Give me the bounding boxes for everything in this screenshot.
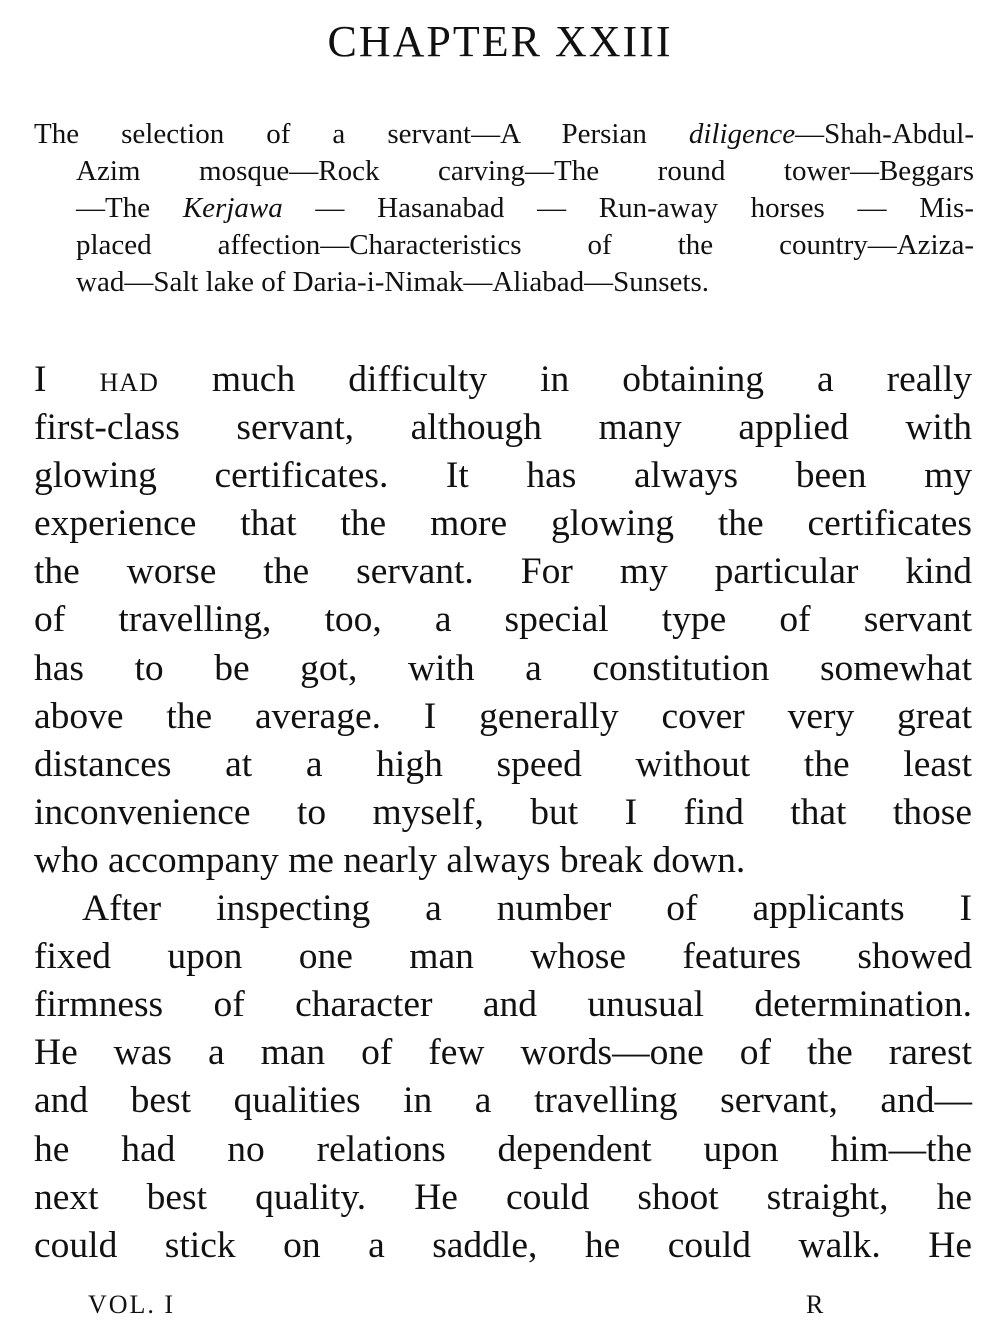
body-line: experience that the more glowing the certificates: [34, 503, 972, 545]
body-line: first-class servant, although many applied with: [34, 407, 972, 449]
body-line: He was a man of few words—one of the rarest: [34, 1032, 972, 1074]
body-line: the worse the servant. For my particular kind: [34, 551, 972, 593]
italic-term: diligence: [688, 118, 796, 150]
opening-smallcaps: had: [99, 359, 159, 400]
chapter-title: CHAPTER XXIII: [327, 17, 673, 66]
body-text: [34, 356, 972, 1270]
volume-marker: VOL. I: [88, 1290, 176, 1319]
body-line: fixed upon one man whose features showed: [34, 936, 972, 978]
summary-line: wad—Salt lake of Daria-i-Nimak—Aliabad—Sunsets.: [76, 266, 710, 298]
page-footer: [0, 1284, 1000, 1324]
summary-line: The selection of a servant—A Persian diligence—Shah-Abdul-: [34, 118, 974, 150]
body-line: glowing certificates. It has always been my: [34, 455, 972, 497]
body-line: and best qualities in a travelling servant, and—: [34, 1080, 972, 1122]
body-line: could stick on a saddle, he could walk. He: [34, 1224, 972, 1266]
body-line: inconvenience to myself, but I find that those: [34, 791, 972, 833]
body-line: distances at a high speed without the least: [34, 743, 972, 785]
body-line: who accompany me nearly always break down.: [34, 839, 746, 881]
body-line: firmness of character and unusual determination.: [34, 984, 972, 1026]
summary-line: Azim mosque—Rock carving—The round tower—Beggars: [76, 155, 974, 187]
summary-line: —The Kerjawa — Hasanabad — Run-away horses — Mis-: [76, 192, 974, 224]
body-line: next best quality. He could shoot straight, he: [34, 1176, 972, 1218]
summary-line: placed affection—Characteristics of the country—Aziza-: [76, 229, 974, 261]
chapter-summary: [34, 116, 974, 301]
body-line: After inspecting a number of applicants I: [82, 888, 972, 930]
body-line: above the average. I generally cover very great: [34, 695, 972, 737]
opening-initial: I: [34, 359, 100, 400]
body-line: has to be got, with a constitution somewhat: [34, 647, 972, 689]
signature-mark: R: [806, 1290, 824, 1319]
body-line: I had much difficulty in obtaining a really: [34, 359, 972, 400]
body-line: of travelling, too, a special type of servant: [34, 599, 972, 641]
body-line: he had no relations dependent upon him—the: [34, 1128, 972, 1170]
italic-term: Kerjawa: [182, 192, 283, 224]
